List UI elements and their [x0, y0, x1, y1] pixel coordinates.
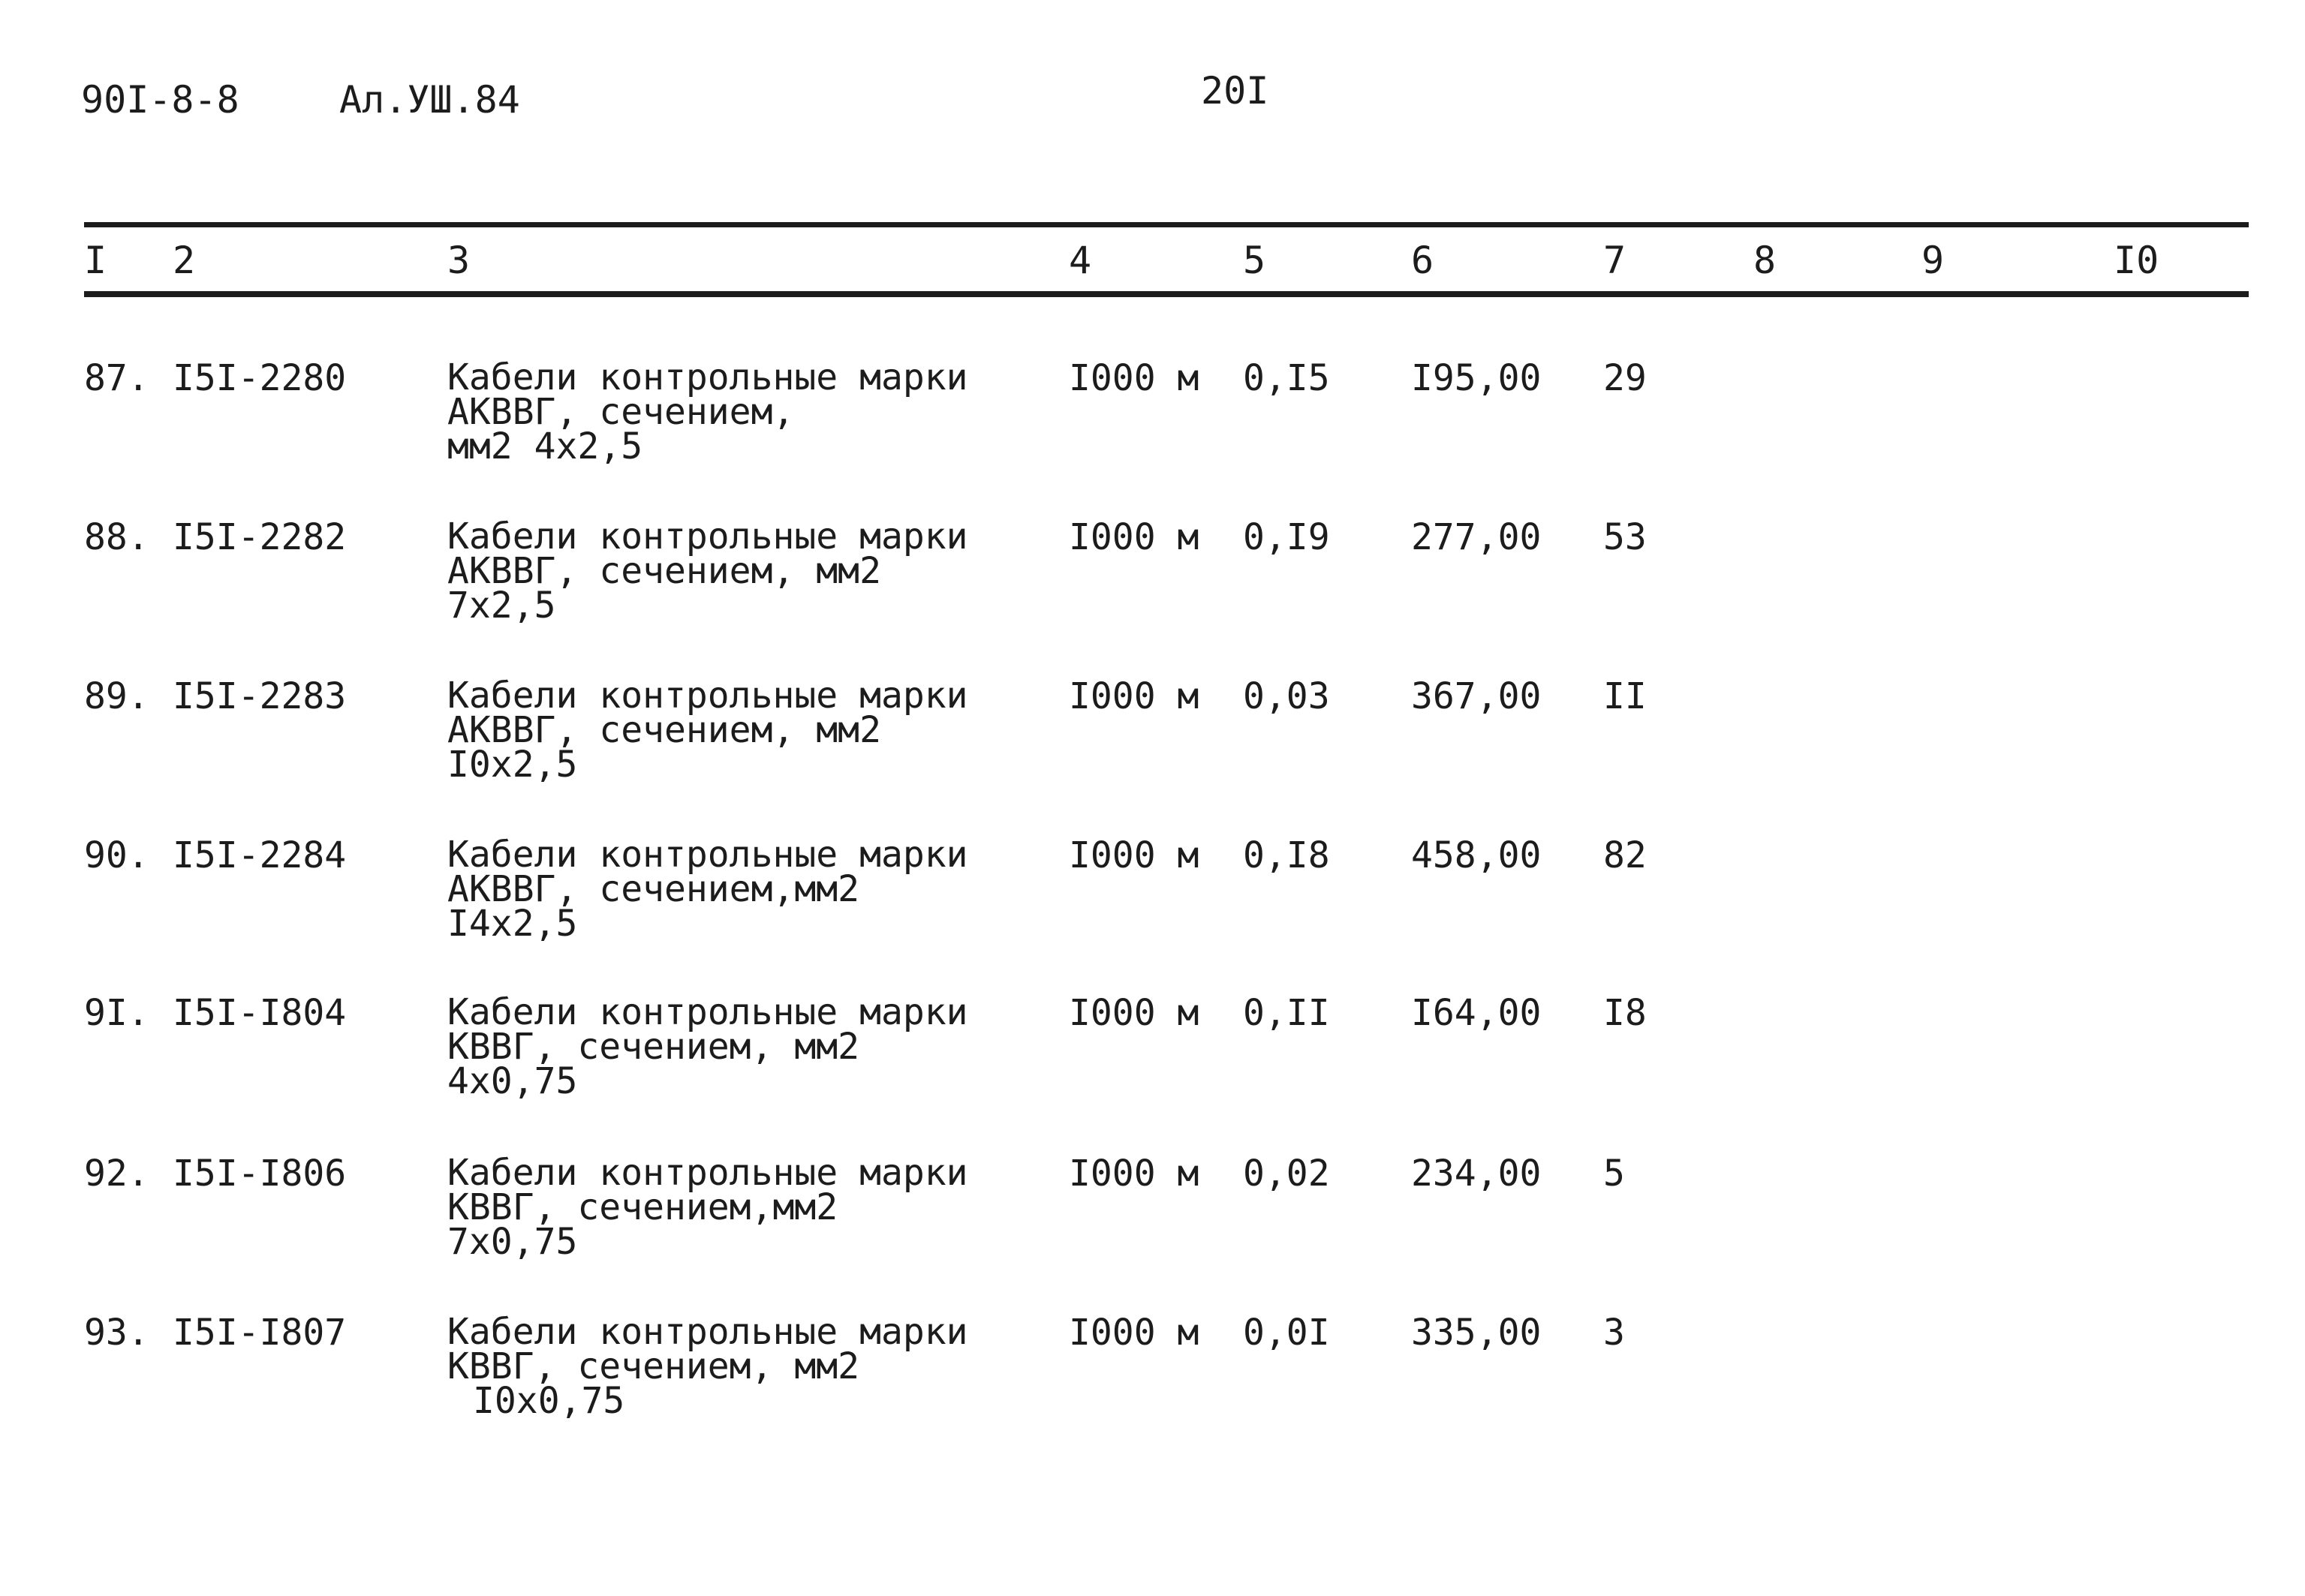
- column-number: 5: [1243, 239, 1266, 282]
- table-row: [0, 991, 2305, 1145]
- table-header-rule: [84, 291, 2249, 297]
- quantity: 0,I8: [1243, 834, 1330, 876]
- description-line: I0х2,5: [447, 744, 578, 786]
- price-code: I5I-2282: [173, 516, 347, 558]
- description-line: Кабели контрольные марки: [447, 834, 968, 876]
- row-number: 87.: [84, 357, 149, 399]
- total-cost: II: [1603, 675, 1647, 717]
- unit: I000 м: [1069, 516, 1199, 558]
- unit-price: 234,00: [1411, 1153, 1542, 1195]
- price-code: I5I-2280: [173, 357, 347, 399]
- description-line: АКВВГ, сечением,мм2: [447, 868, 860, 910]
- table-row: [0, 356, 2305, 510]
- unit-price: 367,00: [1411, 675, 1542, 717]
- item-description: [447, 1311, 968, 1422]
- description-line: 7х0,75: [447, 1221, 578, 1263]
- description-line: КВВГ, сечением,мм2: [447, 1186, 838, 1228]
- price-code: I5I-2283: [173, 675, 347, 717]
- quantity: 0,02: [1243, 1153, 1330, 1195]
- row-number: 92.: [84, 1153, 149, 1195]
- description-line: Кабели контрольные марки: [447, 675, 968, 717]
- table-top-rule: [84, 222, 2249, 227]
- column-number: 4: [1069, 239, 1092, 282]
- price-code: I5I-I806: [173, 1153, 347, 1195]
- item-description: [447, 515, 968, 627]
- description-line: Кабели контрольные марки: [447, 1152, 968, 1194]
- column-number: 7: [1603, 239, 1626, 282]
- row-number: 90.: [84, 834, 149, 876]
- total-cost: 3: [1603, 1312, 1625, 1354]
- album-reference: Ал.УШ.84: [339, 78, 520, 122]
- total-cost: 29: [1603, 357, 1647, 399]
- price-code: I5I-2284: [173, 834, 347, 876]
- item-description: [447, 675, 968, 786]
- row-number: 9I.: [84, 992, 149, 1034]
- unit-price: 335,00: [1411, 1312, 1542, 1354]
- description-line: Кабели контрольные марки: [447, 356, 968, 398]
- description-line: АКВВГ, сечением, мм2: [447, 709, 881, 751]
- column-number: 8: [1753, 239, 1777, 282]
- row-number: 89.: [84, 675, 149, 717]
- description-line: Кабели контрольные марки: [447, 515, 968, 558]
- unit-price: I64,00: [1411, 992, 1542, 1034]
- quantity: 0,I9: [1243, 516, 1330, 558]
- item-description: [447, 834, 968, 945]
- unit: I000 м: [1069, 357, 1199, 399]
- table-row: [0, 515, 2305, 669]
- description-line: I0х0,75: [473, 1380, 625, 1422]
- table-row: [0, 834, 2305, 987]
- unit: I000 м: [1069, 675, 1199, 717]
- column-number: 6: [1411, 239, 1434, 282]
- column-number: 2: [173, 239, 196, 282]
- description-line: I4х2,5: [447, 903, 578, 945]
- description-line: 4х0,75: [447, 1060, 578, 1102]
- item-description: [447, 991, 968, 1102]
- unit: I000 м: [1069, 992, 1199, 1034]
- description-line: 7х2,5: [447, 585, 556, 627]
- document-code: 90I-8-8: [81, 78, 239, 122]
- page-number: 20I: [1201, 69, 1269, 113]
- unit: I000 м: [1069, 1153, 1199, 1195]
- price-code: I5I-I804: [173, 992, 347, 1034]
- unit-price: 458,00: [1411, 834, 1542, 876]
- total-cost: 53: [1603, 516, 1647, 558]
- unit: I000 м: [1069, 834, 1199, 876]
- total-cost: 82: [1603, 834, 1647, 876]
- description-line: КВВГ, сечением, мм2: [447, 1345, 860, 1387]
- unit-price: I95,00: [1411, 357, 1542, 399]
- column-number: I0: [2114, 239, 2159, 282]
- quantity: 0,II: [1243, 992, 1330, 1034]
- table-row: [0, 675, 2305, 828]
- column-number: 9: [1921, 239, 1945, 282]
- quantity: 0,03: [1243, 675, 1330, 717]
- total-cost: I8: [1603, 992, 1647, 1034]
- column-number: I: [84, 239, 107, 282]
- item-description: [447, 1152, 968, 1263]
- description-line: мм2 4х2,5: [447, 425, 643, 467]
- description-line: Кабели контрольные марки: [447, 991, 968, 1033]
- description-line: Кабели контрольные марки: [447, 1311, 968, 1353]
- table-row: [0, 1311, 2305, 1465]
- column-number: 3: [447, 239, 471, 282]
- total-cost: 5: [1603, 1153, 1625, 1195]
- description-line: АКВВГ, сечением, мм2: [447, 550, 881, 592]
- quantity: 0,I5: [1243, 357, 1330, 399]
- description-line: КВВГ, сечением, мм2: [447, 1026, 860, 1068]
- unit: I000 м: [1069, 1312, 1199, 1354]
- row-number: 93.: [84, 1312, 149, 1354]
- quantity: 0,0I: [1243, 1312, 1330, 1354]
- row-number: 88.: [84, 516, 149, 558]
- item-description: [447, 356, 968, 467]
- table-row: [0, 1152, 2305, 1306]
- price-code: I5I-I807: [173, 1312, 347, 1354]
- description-line: АКВВГ, сечением,: [447, 391, 795, 433]
- unit-price: 277,00: [1411, 516, 1542, 558]
